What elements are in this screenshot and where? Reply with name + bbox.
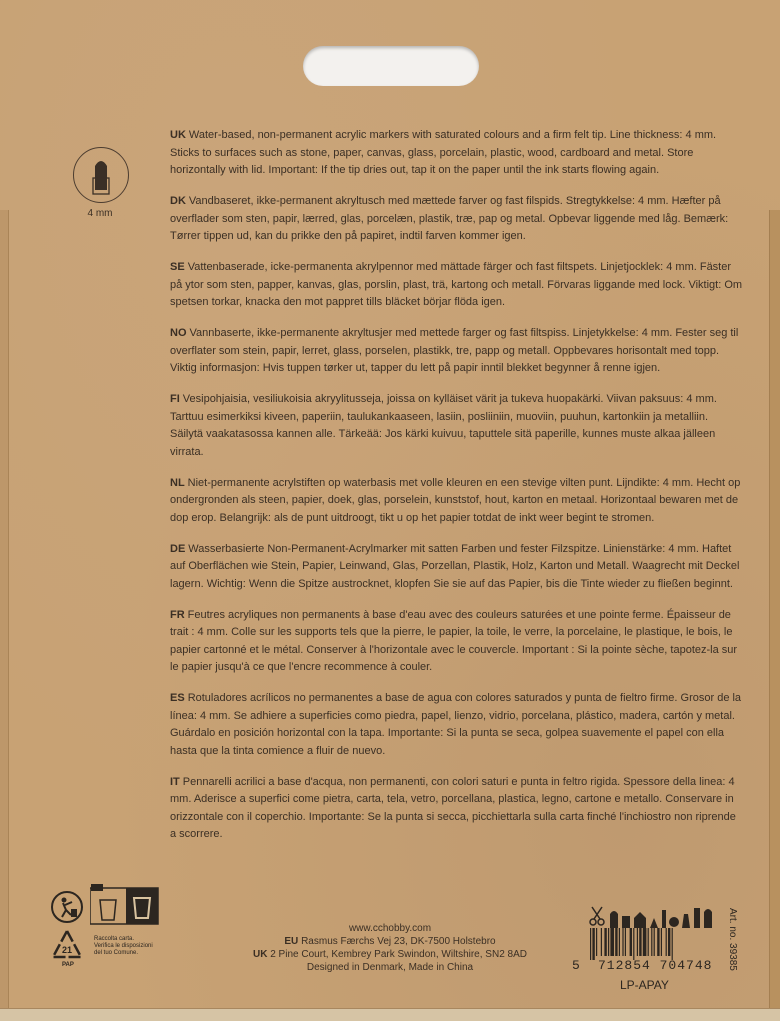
paragraph-text: Rotuladores acrílicos no permanentes a base de agua con colores saturados y punta de fieltro firme. Grosor de la línea: 4 mm. Se adhiere a superficies como piedra, papel, lienzo, vidrio, porcelana, plástico, madera, cartón y metal. Guárdalo en posición horizontal con la tapa. Importante: Si la punta se seca, golpea suavemente el papel con ella hasta que la tinta comience a fluir de nuevo. bbox=[170, 692, 742, 757]
barcode-bar bbox=[639, 928, 641, 956]
scissors-icon bbox=[590, 907, 604, 925]
recycling-label-line2: Verifica le disposizioni bbox=[94, 943, 153, 949]
origin-note: Designed in Denmark, Made in China bbox=[306, 962, 474, 973]
product-pictograms bbox=[588, 904, 718, 928]
recycling-label-line3: del tuo Comune. bbox=[94, 950, 139, 956]
language-code: SE bbox=[170, 261, 185, 273]
uk-address bbox=[245, 948, 535, 961]
language-code: IT bbox=[170, 775, 180, 788]
felt-tip-icon bbox=[73, 147, 129, 203]
paragraph-text: Water-based, non-permanent acrylic markers with saturated colours and a firm felt tip. Line thickness: 4 mm. Sticks to surfaces such as stone, paper, canvas, glass, porcelain, plastic, wood, cardboard and metal. Store horizontally with lid. Important: If the tip dries out, tap it on the paper until the ink starts flowing again. bbox=[170, 129, 717, 176]
eu-address-text: Rasmus Færchs Vej 23, DK-7500 Holstebro bbox=[301, 936, 496, 947]
shapes-icon bbox=[650, 908, 712, 928]
language-code: UK bbox=[170, 129, 186, 141]
uk-prefix: UK bbox=[252, 949, 268, 960]
uk-address-text: 2 Pine Court, Kembrey Park Swindon, Wiltshire, SN2 8AD bbox=[270, 949, 527, 960]
recycle-number: 21 bbox=[61, 945, 73, 955]
description-paragraph bbox=[170, 325, 744, 378]
recycle-code: PAP bbox=[62, 962, 74, 968]
bottle-icon bbox=[610, 911, 646, 928]
barcode-bar bbox=[661, 928, 662, 956]
description-paragraph bbox=[170, 259, 744, 312]
paragraph-text: Wasserbasierte Non-Permanent-Acrylmarker mit satten Farben und fester Filzspitze. Linienstärke: 4 mm. Haftet auf Oberflächen wie Stein, Papier, Leinwand, Glas, Porzellan, Plastik, Holz, Karton und Metall. Waagrecht mit Deckel lagern. Wichtig: Wenn die Spitze austrocknet, klopfen Sie sie auf das Papier, bis die Tinte wieder zu fließen beginnt. bbox=[170, 542, 740, 590]
website: www.cchobby.com bbox=[348, 923, 432, 934]
description-paragraph bbox=[170, 127, 744, 180]
barcode-bar bbox=[608, 928, 609, 956]
description-paragraph bbox=[170, 391, 744, 461]
barcode-bar bbox=[596, 928, 597, 956]
eu-address bbox=[245, 935, 535, 948]
barcode-bar bbox=[619, 928, 620, 956]
paragraph-text: Vannbaserte, ikke-permanente akryltusjer med mettede farger og fast filtspiss. Linjetykkelse: 4 mm. Fester seg til overflater som stein, papir, lerret, glass, porselen, plastikk, tre, papp og metall. Oppbevares horisontalt med topp. Viktig informasjon: Hvis tuppen tørker ut, tapper du lett på papir inntil blekket begynner å renne igjen. bbox=[170, 327, 739, 374]
barcode-bar bbox=[637, 928, 638, 956]
barcode-bar bbox=[590, 928, 591, 960]
barcode-bar bbox=[657, 928, 659, 956]
barcode-bar bbox=[630, 928, 632, 956]
multilingual-description bbox=[170, 127, 744, 857]
barcode-bar bbox=[654, 928, 655, 956]
barcode-bar bbox=[622, 928, 623, 956]
recycling-label bbox=[94, 936, 164, 957]
recycle-triangle-21-icon bbox=[50, 928, 84, 962]
barcode-bar bbox=[672, 928, 673, 960]
barcode-bar bbox=[666, 928, 667, 956]
barcode bbox=[590, 928, 720, 960]
tidyman-icon bbox=[50, 890, 84, 924]
description-paragraph bbox=[170, 607, 744, 677]
barcode-bar bbox=[592, 928, 594, 960]
product-code: LP-APAY bbox=[620, 978, 669, 992]
language-code: DE bbox=[170, 542, 186, 555]
tip-size-label: 4 mm bbox=[87, 208, 113, 219]
card-right-edge bbox=[769, 210, 780, 1010]
barcode-bar bbox=[668, 928, 670, 956]
barcode-bar bbox=[651, 928, 652, 956]
barcode-bar bbox=[633, 928, 634, 960]
language-code: FI bbox=[170, 393, 180, 405]
barcode-digits: 712854 704748 bbox=[598, 958, 713, 973]
barcode-bar bbox=[615, 928, 617, 956]
barcode-bar bbox=[604, 928, 606, 956]
manufacturer-address bbox=[245, 922, 535, 974]
paragraph-text: Pennarelli acrilici a base d'acqua, non permanenti, con colori saturi e punta in feltro rigida. Spessore della linea: 4 mm. Aderisce a superfici come pietra, carta, tela, vetro, porcellana, plastica, legno, cartone e metallo. Conservare in orizzontale con il coperchio. Importante: Se la punta si secca, picchiettarla sulla carta finché l'inchiostro non riprende a scorrere. bbox=[170, 775, 736, 840]
language-code: DK bbox=[170, 195, 186, 207]
paragraph-text: Vattenbaserade, icke-permanenta akrylpennor med mättade färger och fast filtspets. Linjetjocklek: 4 mm. Fäster på ytor som sten, papper, kanvas, glas, porslin, plast, trä, kartong och metall. Förvaras liggande med lock. Viktigt: Om spetsen torkar, knacka den mot pappret tills bläcket börjar flöda igen. bbox=[170, 261, 743, 308]
eu-prefix: EU bbox=[284, 936, 299, 947]
article-number: Art. no. 39385 bbox=[727, 908, 738, 971]
hang-hole bbox=[303, 46, 479, 86]
recycling-info bbox=[50, 884, 170, 974]
recycling-label-line1: Raccolta carta. bbox=[94, 936, 135, 942]
barcode-first-digit: 5 bbox=[572, 958, 580, 973]
description-paragraph bbox=[170, 475, 744, 528]
paragraph-text: Vesipohjaisia, vesiliukoisia akryylitusseja, joissa on kylläiset värit ja tukeva huopakärki. Viivan paksuus: 4 mm. Tarttuu esimerkiksi kiveen, paperiin, taulukankaaseen, lasiin, posliiniin, muoviin, puuhun, kartonkiin ja metalliin. Säilytä vaakatasossa kannen alle. Tärkeää: Jos kärki kuivuu, taputtele sitä paperille, kunnes muste alkaa jälleen virrata. bbox=[170, 393, 717, 458]
paragraph-text: Niet-permanente acrylstiften op waterbasis met volle kleuren en een stevige vilten punt. Lijndikte: 4 mm. Hecht op ondergronden als steen, papier, doek, glas, porselein, kunststof, hout, karton en metaal. Horizontaal bewaren met de dop erop. Belangrijk: als de punt uitdroogt, tikt u op het papier totdat de inkt weer begint te stromen. bbox=[170, 476, 741, 524]
barcode-bar bbox=[601, 928, 602, 956]
barcode-bar bbox=[643, 928, 647, 956]
description-paragraph bbox=[170, 690, 744, 760]
paragraph-text: Vandbaseret, ikke-permanent akryltusch med mættede farver og fast filspids. Stregtykkelse: 4 mm. Hæfter på overflader som sten, papir, lærred, glas, porcelæn, plastik, træ, pap og metal. Opbevar liggende med låg. Bemærk: Tørrer tippen ud, kan du prikke den på papiret, indtil farven kommer igen. bbox=[170, 195, 729, 242]
barcode-bar bbox=[625, 928, 626, 956]
language-code: NO bbox=[170, 327, 187, 339]
language-code: NL bbox=[170, 476, 185, 489]
paper-bin-icon bbox=[90, 884, 160, 928]
barcode-bar bbox=[610, 928, 614, 956]
description-paragraph bbox=[170, 541, 744, 594]
description-paragraph bbox=[170, 774, 744, 844]
barcode-bar bbox=[648, 928, 649, 956]
language-code: ES bbox=[170, 692, 185, 704]
card-bottom-edge bbox=[0, 1008, 780, 1021]
language-code: FR bbox=[170, 608, 185, 621]
paragraph-text: Feutres acryliques non permanents à base d'eau avec des couleurs saturées et une pointe ferme. Épaisseur de trait : 4 mm. Colle sur les supports tels que la pierre, le papier, la toile, le verre, la porcelaine, le plastique, le bois, le papier cartonné et le métal. Conserver à l'horizontale avec le couvercle. Important : Si la pointe sèche, tapotez-la sur le papier jusqu'à ce que l'encre recommence à couler. bbox=[170, 608, 738, 673]
description-paragraph bbox=[170, 193, 744, 246]
card-left-edge bbox=[0, 210, 9, 1010]
